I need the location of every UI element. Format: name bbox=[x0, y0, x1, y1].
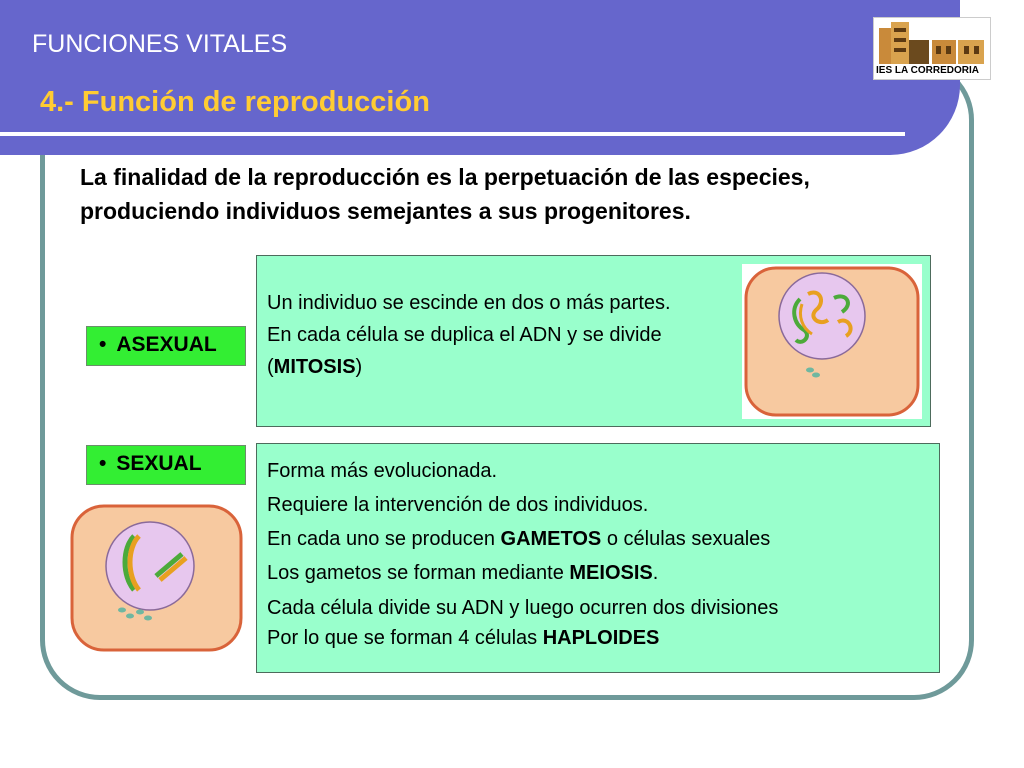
logo-text: IES LA CORREDORIA bbox=[876, 65, 979, 76]
section-title: FUNCIONES VITALES bbox=[32, 30, 288, 58]
sexual-line-4: Los gametos se forman mediante MEIOSIS. bbox=[267, 562, 659, 584]
header-divider bbox=[0, 132, 905, 136]
sexual-line-1: Forma más evolucionada. bbox=[267, 460, 498, 482]
sexual-box bbox=[256, 443, 940, 673]
page-title: 4.- Función de reproducción bbox=[40, 86, 430, 118]
asexual-box bbox=[256, 255, 931, 427]
mitosis-term: MITOSIS bbox=[273, 356, 356, 378]
sexual-label: SEXUAL bbox=[116, 452, 202, 475]
gametos-term: GAMETOS bbox=[500, 528, 602, 550]
asexual-line-1: Un individuo se escinde en dos o más partes. bbox=[267, 292, 671, 314]
sexual-tag bbox=[86, 445, 246, 485]
bullet: • bbox=[99, 452, 107, 475]
sexual-line-5: Cada célula divide su ADN y luego ocurren dos divisiones bbox=[267, 597, 779, 619]
building-icon bbox=[874, 18, 990, 66]
sexual-line-6: Por lo que se forman 4 células HAPLOIDES bbox=[267, 627, 660, 649]
header-band bbox=[0, 0, 960, 155]
intro-paragraph: La finalidad de la reproducción es la perpetuación de las especies, produciendo individuos semejantes a sus progenitores. bbox=[80, 164, 810, 224]
meiosis-cell-image bbox=[70, 504, 245, 654]
asexual-label: ASEXUAL bbox=[116, 333, 217, 356]
sexual-line-2: Requiere la intervención de dos individuos. bbox=[267, 494, 649, 516]
asexual-line-2: En cada célula se duplica el ADN y se divide (MITOSIS) bbox=[267, 324, 662, 378]
sexual-line-3: En cada uno se producen GAMETOS o células sexuales bbox=[267, 528, 771, 550]
mitosis-cell-image bbox=[742, 264, 922, 419]
haploides-term: HAPLOIDES bbox=[542, 627, 660, 649]
meiosis-term: MEIOSIS bbox=[569, 562, 653, 584]
school-logo bbox=[873, 17, 991, 80]
bullet: • bbox=[99, 333, 107, 356]
asexual-tag bbox=[86, 326, 246, 366]
